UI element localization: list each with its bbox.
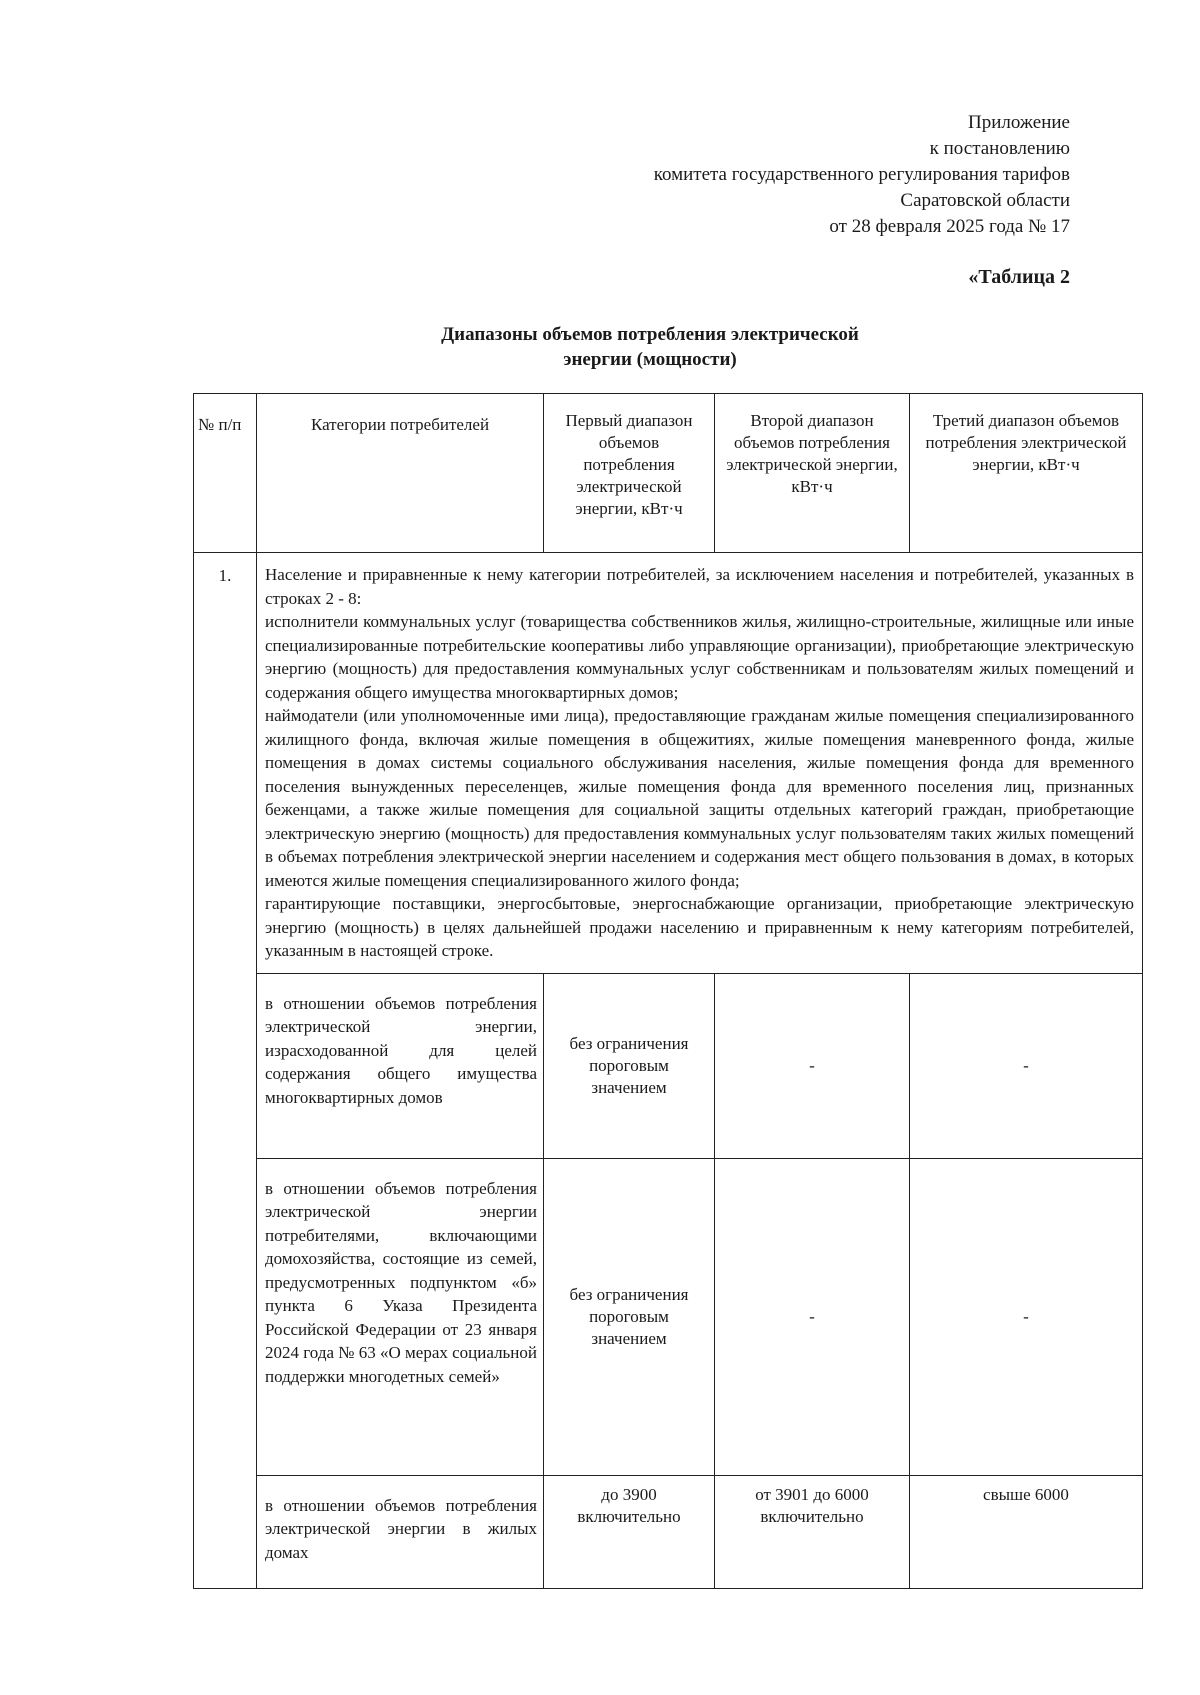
consumption-ranges-table — [193, 393, 1143, 1589]
header-line: к постановлению — [929, 138, 1070, 159]
description-paragraph: гарантирующие поставщики, энергосбытовые, энергоснабжающие организации, приобретающие электрическую энергию (мощность) в целях дальнейшей продажи населению и приравненным к нему категориям потребителей, указанным в настоящей строке. — [265, 894, 1134, 960]
appendix-header — [654, 110, 1070, 240]
title-line-1: Диапазоны объемов потребления электрической — [441, 324, 859, 345]
table-label: «Таблица 2 — [968, 266, 1070, 288]
table-subrow — [194, 1475, 1143, 1588]
header-line: комитета государственного регулирования тарифов — [653, 164, 1070, 185]
subrow-second-range: от 3901 до 6000 включительно — [715, 1475, 910, 1588]
subrow-first-range: до 3900 включительно — [544, 1475, 715, 1588]
subrow-third-range: свыше 6000 — [910, 1475, 1143, 1588]
row-number: 1. — [194, 553, 257, 1589]
description-paragraph: исполнители коммунальных услуг (товарищества собственников жилья, жилищно-строительные, жилищные или иные специализированные потребительские кооперативы либо управляющие организации), приобретающие электрическую энергию (мощность) для предоставления коммунальных услуг собственникам и пользователям жилых помещений и содержания общего имущества многоквартирных домов; — [265, 612, 1134, 702]
subrow-category: в отношении объемов потребления электрической энергии в жилых домах — [257, 1475, 544, 1588]
column-header-first-range: Первый диапазон объемов потребления электрической энергии, кВт·ч — [544, 394, 715, 553]
column-header-category: Категории потребителей — [257, 394, 544, 553]
title-line-2: энергии (мощности) — [563, 349, 737, 370]
subrow-third-range: - — [910, 1158, 1143, 1475]
header-line: Приложение — [968, 112, 1070, 133]
header-line: от 28 февраля 2025 года № 17 — [829, 216, 1070, 237]
description-paragraph: Население и приравненные к нему категории потребителей, за исключением населения и потребителей, указанных в строках 2 - 8: — [265, 565, 1134, 608]
document-title — [400, 322, 900, 372]
subrow-category: в отношении объемов потребления электрической энергии потребителями, включающими домохозяйства, состоящие из семей, предусмотренных подпунктом «б» пункта 6 Указа Президента Российской Федерации от 23 января 2024 года № 63 «О мерах социальной поддержки многодетных семей» — [257, 1158, 544, 1475]
subrow-second-range: - — [715, 973, 910, 1158]
table-subrow — [194, 1158, 1143, 1475]
column-header-second-range: Второй диапазон объемов потребления электрической энергии, кВт·ч — [715, 394, 910, 553]
table-subrow — [194, 973, 1143, 1158]
row-description — [257, 553, 1143, 974]
subrow-first-range: без ограничения пороговым значением — [544, 1158, 715, 1475]
subrow-first-range: без ограничения пороговым значением — [544, 973, 715, 1158]
subrow-third-range: - — [910, 973, 1143, 1158]
column-header-third-range: Третий диапазон объемов потребления электрической энергии, кВт·ч — [910, 394, 1143, 553]
subrow-category: в отношении объемов потребления электрической энергии, израсходованной для целей содержания общего имущества многоквартирных домов — [257, 973, 544, 1158]
table-row — [194, 553, 1143, 974]
subrow-second-range: - — [715, 1158, 910, 1475]
table-header-row — [194, 394, 1143, 553]
description-paragraph: наймодатели (или уполномоченные ими лица), предоставляющие гражданам жилые помещения специализированного жилищного фонда, включая жилые помещения в общежитиях, жилые помещения маневренного фонда, жилые помещения в домах системы социального обслуживания населения, жилые помещения фонда для временного поселения вынужденных переселенцев, жилые помещения фонда для временного поселения лиц, признанных беженцами, а также жилые помещения для социальной защиты отдельных категорий граждан, приобретающие электрическую энергию (мощность) для предоставления коммунальных услуг пользователям таких жилых помещений в объемах потребления электрической энергии населением и содержания мест общего пользования в домах, в которых имеются жилые помещения специализированного жилого фонда; — [265, 706, 1134, 890]
column-header-number: № п/п — [194, 394, 257, 553]
header-line: Саратовской области — [900, 190, 1070, 211]
